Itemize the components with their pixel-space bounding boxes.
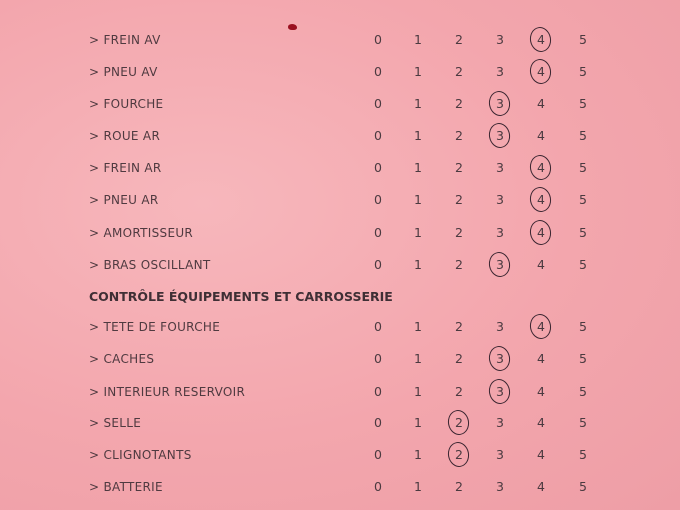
score-option: 1 (414, 384, 422, 399)
score-option: 1 (414, 64, 422, 79)
row-label: > ROUE AR (89, 129, 161, 143)
score-option: 1 (414, 225, 422, 240)
score-option: 5 (579, 257, 587, 272)
score-option: 3 (496, 160, 504, 175)
row-label: > SELLE (89, 416, 142, 430)
row-label: > BATTERIE (89, 480, 163, 494)
row-label: > AMORTISSEUR (89, 226, 194, 240)
circled-score: 3 (488, 345, 512, 373)
score-option: 1 (414, 415, 422, 430)
circled-score: 2 (447, 409, 471, 437)
score-option: 0 (374, 384, 382, 399)
score-option: 1 (414, 128, 422, 143)
score-option: 2 (455, 64, 463, 79)
score-option: 1 (414, 96, 422, 111)
score-option: 0 (374, 64, 382, 79)
score-option: 2 (455, 257, 463, 272)
checklist-row (0, 345, 680, 373)
checklist-row (0, 441, 680, 469)
score-option: 3 (496, 192, 504, 207)
checklist-row (0, 58, 680, 86)
score-option: 5 (579, 415, 587, 430)
score-option: 0 (374, 32, 382, 47)
score-option: 0 (374, 479, 382, 494)
row-label: > FREIN AV (89, 33, 161, 47)
circled-score: 4 (529, 58, 553, 86)
score-option: 2 (455, 384, 463, 399)
checklist-row (0, 26, 680, 54)
circled-score: 4 (529, 154, 553, 182)
score-option: 5 (579, 192, 587, 207)
checklist-row (0, 251, 680, 279)
score-option: 3 (496, 225, 504, 240)
score-option: 1 (414, 479, 422, 494)
score-option: 5 (579, 447, 587, 462)
section-title: CONTRÔLE ÉQUIPEMENTS ET CARROSSERIE (89, 289, 393, 304)
checklist-row (0, 90, 680, 118)
score-option: 5 (579, 319, 587, 334)
circled-score: 3 (488, 90, 512, 118)
score-option: 3 (496, 447, 504, 462)
checklist-row (0, 473, 680, 501)
row-label: > PNEU AV (89, 65, 158, 79)
score-option: 5 (579, 96, 587, 111)
circled-score: 2 (447, 441, 471, 469)
score-option: 1 (414, 32, 422, 47)
checklist-row (0, 219, 680, 247)
score-option: 2 (455, 319, 463, 334)
circled-score: 3 (488, 251, 512, 279)
circled-score: 3 (488, 122, 512, 150)
row-label: > TETE DE FOURCHE (89, 320, 221, 334)
score-option: 0 (374, 257, 382, 272)
row-label: > BRAS OSCILLANT (89, 258, 211, 272)
score-option: 2 (455, 479, 463, 494)
checklist-row (0, 409, 680, 437)
score-option: 2 (455, 351, 463, 366)
score-option: 4 (537, 384, 545, 399)
score-option: 4 (537, 128, 545, 143)
score-option: 3 (496, 64, 504, 79)
score-option: 5 (579, 32, 587, 47)
row-label: > INTERIEUR RESERVOIR (89, 385, 246, 399)
score-option: 3 (496, 479, 504, 494)
row-label: > PNEU AR (89, 193, 159, 207)
score-option: 1 (414, 160, 422, 175)
score-option: 1 (414, 192, 422, 207)
score-option: 0 (374, 192, 382, 207)
score-option: 1 (414, 319, 422, 334)
circled-score: 4 (529, 26, 553, 54)
score-option: 2 (455, 225, 463, 240)
score-option: 0 (374, 128, 382, 143)
circled-score: 4 (529, 219, 553, 247)
score-option: 5 (579, 225, 587, 240)
score-option: 1 (414, 257, 422, 272)
score-option: 5 (579, 128, 587, 143)
score-option: 1 (414, 351, 422, 366)
row-label: > CACHES (89, 352, 155, 366)
checklist-row (0, 154, 680, 182)
checklist-row (0, 186, 680, 214)
row-label: > FOURCHE (89, 97, 164, 111)
score-option: 2 (455, 128, 463, 143)
score-option: 0 (374, 351, 382, 366)
score-option: 5 (579, 64, 587, 79)
circled-score: 4 (529, 186, 553, 214)
score-option: 4 (537, 415, 545, 430)
score-option: 0 (374, 319, 382, 334)
checklist-row (0, 122, 680, 150)
score-option: 0 (374, 225, 382, 240)
score-option: 0 (374, 160, 382, 175)
row-label: > FREIN AR (89, 161, 162, 175)
score-option: 3 (496, 319, 504, 334)
score-option: 2 (455, 160, 463, 175)
score-option: 4 (537, 96, 545, 111)
score-option: 2 (455, 32, 463, 47)
score-option: 1 (414, 447, 422, 462)
score-option: 2 (455, 96, 463, 111)
score-option: 5 (579, 351, 587, 366)
score-option: 4 (537, 257, 545, 272)
score-option: 3 (496, 32, 504, 47)
score-option: 3 (496, 415, 504, 430)
circled-score: 4 (529, 313, 553, 341)
checklist-row (0, 378, 680, 406)
score-option: 0 (374, 96, 382, 111)
score-option: 0 (374, 447, 382, 462)
score-option: 5 (579, 479, 587, 494)
score-option: 4 (537, 479, 545, 494)
score-option: 4 (537, 447, 545, 462)
score-option: 4 (537, 351, 545, 366)
score-option: 0 (374, 415, 382, 430)
score-option: 2 (455, 192, 463, 207)
score-option: 5 (579, 160, 587, 175)
circled-score: 3 (488, 378, 512, 406)
score-option: 5 (579, 384, 587, 399)
row-label: > CLIGNOTANTS (89, 448, 192, 462)
checklist-row (0, 313, 680, 341)
